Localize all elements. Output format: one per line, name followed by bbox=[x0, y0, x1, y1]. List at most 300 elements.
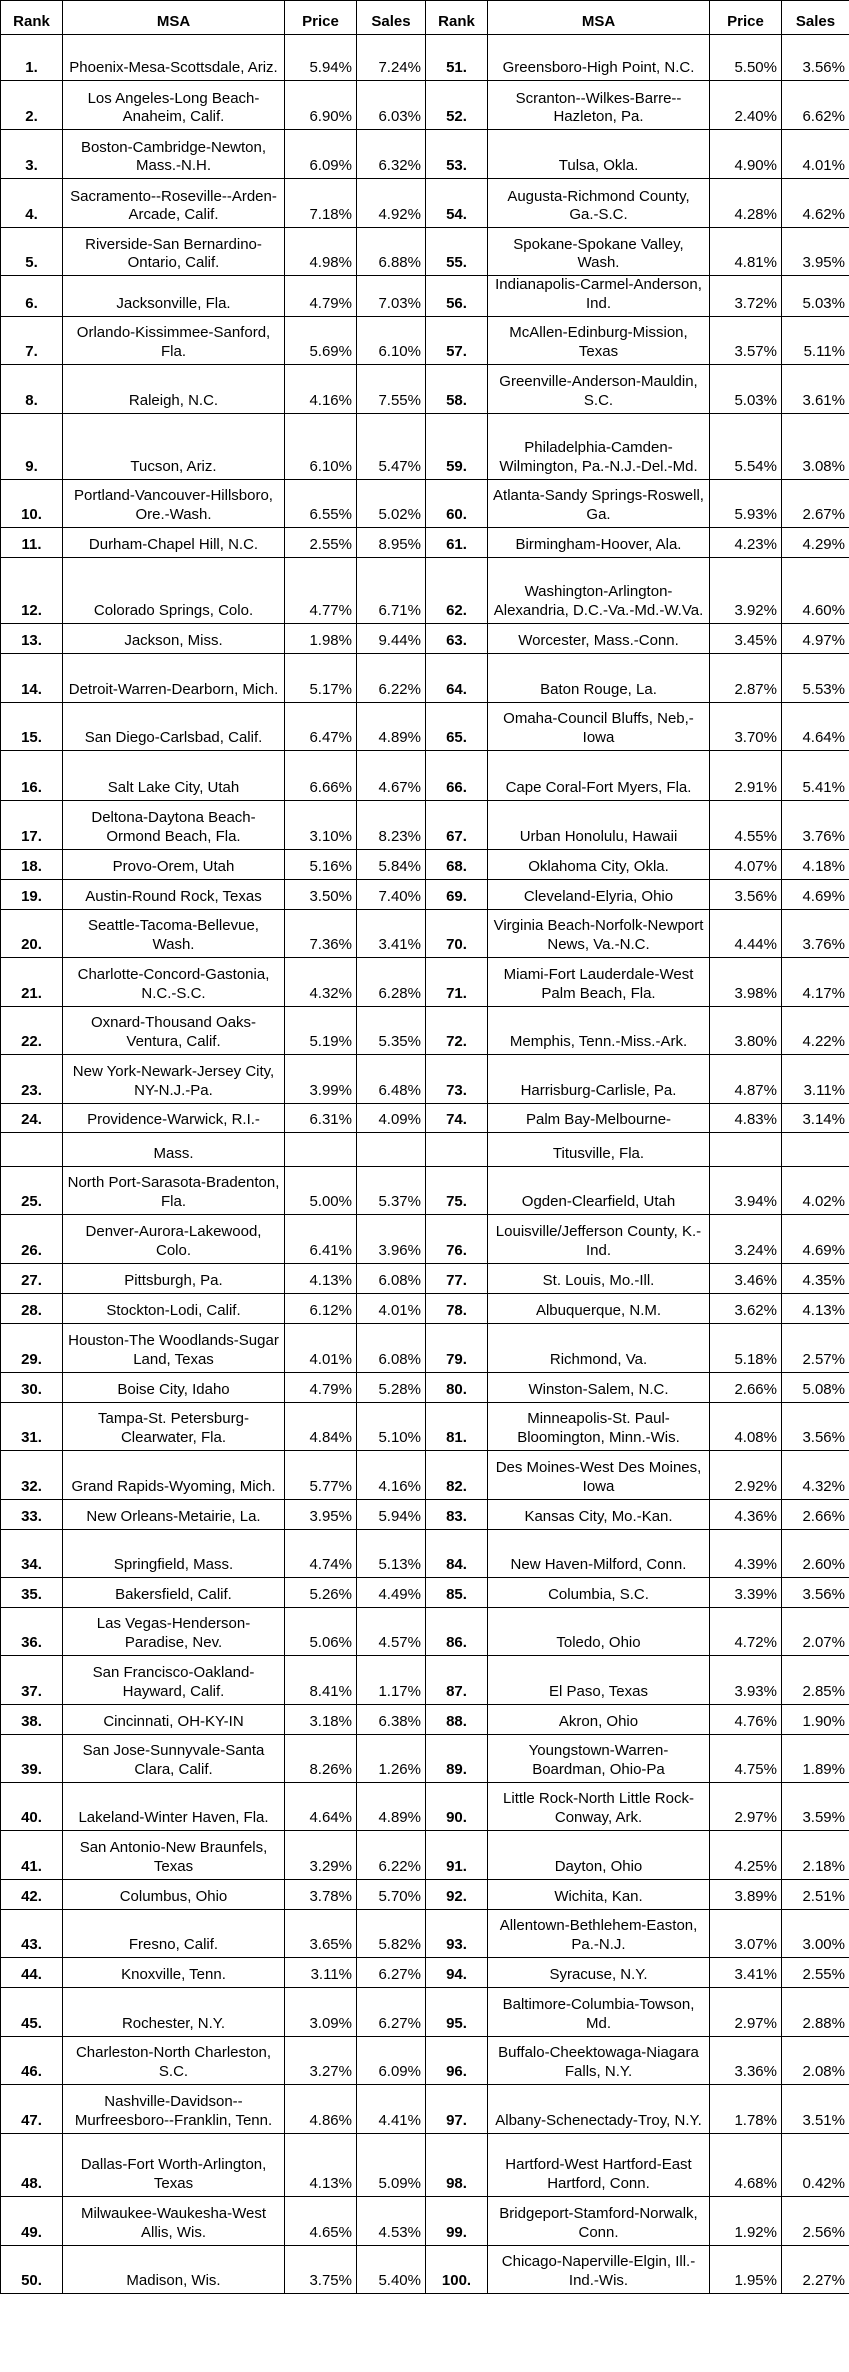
price-cell: 6.41% bbox=[285, 1214, 357, 1263]
table-row bbox=[1, 527, 849, 557]
msa-cell: Denver-Aurora-Lakewood, Colo. bbox=[63, 1214, 285, 1263]
sales-cell: 4.41% bbox=[357, 2084, 426, 2133]
price-cell: 3.56% bbox=[710, 879, 782, 909]
msa-cell: North Port-Sarasota-Bradenton, Fla. bbox=[63, 1166, 285, 1214]
rank-cell: 17. bbox=[1, 800, 63, 849]
sales-cell: 3.56% bbox=[782, 1402, 849, 1450]
msa-cell: Dallas-Fort Worth-Arlington, Texas bbox=[63, 2133, 285, 2196]
table-row bbox=[1, 1734, 849, 1782]
sales-cell: 8.23% bbox=[357, 800, 426, 849]
price-cell: 6.55% bbox=[285, 479, 357, 527]
rank-cell: 30. bbox=[1, 1372, 63, 1402]
msa-cell: Chicago-Naperville-Elgin, Ill.-Ind.-Wis. bbox=[488, 2245, 710, 2293]
msa-cell: Mass. bbox=[63, 1132, 285, 1166]
sales-header: Sales bbox=[357, 1, 426, 35]
price-cell: 4.79% bbox=[285, 276, 357, 317]
price-cell: 3.78% bbox=[285, 1879, 357, 1909]
sales-cell: 4.35% bbox=[782, 1263, 849, 1293]
price-cell: 3.99% bbox=[285, 1054, 357, 1103]
sales-cell: 4.18% bbox=[782, 849, 849, 879]
msa-cell: Omaha-Council Bluffs, Neb,-Iowa bbox=[488, 702, 710, 750]
price-cell: 4.87% bbox=[710, 1054, 782, 1103]
price-header: Price bbox=[710, 1, 782, 35]
sales-cell: 4.89% bbox=[357, 702, 426, 750]
msa-cell: Houston-The Woodlands-Sugar Land, Texas bbox=[63, 1323, 285, 1372]
rank-cell: 77. bbox=[426, 1263, 488, 1293]
table-row bbox=[1, 1704, 849, 1734]
msa-cell: Scranton--Wilkes-Barre--Hazleton, Pa. bbox=[488, 81, 710, 130]
sales-cell: 5.10% bbox=[357, 1402, 426, 1450]
sales-cell: 6.27% bbox=[357, 1987, 426, 2036]
rank-cell: 61. bbox=[426, 527, 488, 557]
msa-cell: Greensboro-High Point, N.C. bbox=[488, 35, 710, 81]
msa-cell: Little Rock-North Little Rock-Conway, Ark. bbox=[488, 1782, 710, 1830]
rank-cell: 75. bbox=[426, 1166, 488, 1214]
rank-header: Rank bbox=[426, 1, 488, 35]
price-cell: 4.55% bbox=[710, 800, 782, 849]
msa-cell: Portland-Vancouver-Hillsboro, Ore.-Wash. bbox=[63, 479, 285, 527]
sales-cell: 1.26% bbox=[357, 1734, 426, 1782]
sales-cell: 4.13% bbox=[782, 1293, 849, 1323]
msa-cell: Boise City, Idaho bbox=[63, 1372, 285, 1402]
rank-cell: 18. bbox=[1, 849, 63, 879]
msa-cell: Baton Rouge, La. bbox=[488, 653, 710, 702]
rank-cell: 10. bbox=[1, 479, 63, 527]
table-row bbox=[1, 800, 849, 849]
table-row bbox=[1, 1577, 849, 1607]
sales-cell: 3.61% bbox=[782, 364, 849, 413]
msa-cell: Stockton-Lodi, Calif. bbox=[63, 1293, 285, 1323]
rank-cell: 39. bbox=[1, 1734, 63, 1782]
msa-cell: Toledo, Ohio bbox=[488, 1607, 710, 1655]
table-row bbox=[1, 1450, 849, 1499]
price-cell: 5.94% bbox=[285, 35, 357, 81]
sales-cell: 3.11% bbox=[782, 1054, 849, 1103]
price-cell: 3.36% bbox=[710, 2036, 782, 2084]
price-cell: 4.23% bbox=[710, 527, 782, 557]
rank-cell: 52. bbox=[426, 81, 488, 130]
sales-cell: 4.22% bbox=[782, 1006, 849, 1054]
rank-cell: 49. bbox=[1, 2196, 63, 2245]
price-cell: 3.95% bbox=[285, 1499, 357, 1529]
price-cell bbox=[710, 1132, 782, 1166]
sales-cell: 2.55% bbox=[782, 1957, 849, 1987]
price-cell: 5.03% bbox=[710, 364, 782, 413]
sales-cell: 5.53% bbox=[782, 653, 849, 702]
price-cell: 4.79% bbox=[285, 1372, 357, 1402]
msa-cell: Akron, Ohio bbox=[488, 1704, 710, 1734]
rank-cell: 99. bbox=[426, 2196, 488, 2245]
table-row bbox=[1, 316, 849, 364]
price-cell: 2.97% bbox=[710, 1987, 782, 2036]
table-row bbox=[1, 1293, 849, 1323]
rank-cell: 5. bbox=[1, 228, 63, 276]
price-cell: 4.90% bbox=[710, 130, 782, 179]
rank-cell: 86. bbox=[426, 1607, 488, 1655]
price-cell: 5.54% bbox=[710, 413, 782, 479]
rank-cell: 62. bbox=[426, 557, 488, 623]
sales-cell: 3.14% bbox=[782, 1103, 849, 1132]
sales-cell: 6.22% bbox=[357, 653, 426, 702]
rank-cell: 81. bbox=[426, 1402, 488, 1450]
price-cell: 4.39% bbox=[710, 1529, 782, 1577]
price-cell: 6.12% bbox=[285, 1293, 357, 1323]
sales-cell: 6.88% bbox=[357, 228, 426, 276]
table-row bbox=[1, 1054, 849, 1103]
rank-cell: 22. bbox=[1, 1006, 63, 1054]
msa-cell: Deltona-Daytona Beach-Ormond Beach, Fla. bbox=[63, 800, 285, 849]
rank-cell: 93. bbox=[426, 1909, 488, 1957]
msa-cell: New York-Newark-Jersey City, NY-N.J.-Pa. bbox=[63, 1054, 285, 1103]
msa-cell: Rochester, N.Y. bbox=[63, 1987, 285, 2036]
price-cell: 5.69% bbox=[285, 316, 357, 364]
sales-cell: 5.02% bbox=[357, 479, 426, 527]
msa-cell: Philadelphia-Camden-Wilmington, Pa.-N.J.-Del.-Md. bbox=[488, 413, 710, 479]
sales-cell: 4.16% bbox=[357, 1450, 426, 1499]
table-row bbox=[1, 1372, 849, 1402]
sales-cell: 7.55% bbox=[357, 364, 426, 413]
sales-cell: 5.08% bbox=[782, 1372, 849, 1402]
msa-cell: Louisville/Jefferson County, K.-Ind. bbox=[488, 1214, 710, 1263]
table-row bbox=[1, 879, 849, 909]
rank-cell: 23. bbox=[1, 1054, 63, 1103]
table-row bbox=[1, 1987, 849, 2036]
price-cell: 8.26% bbox=[285, 1734, 357, 1782]
rank-cell: 40. bbox=[1, 1782, 63, 1830]
msa-cell: Urban Honolulu, Hawaii bbox=[488, 800, 710, 849]
msa-cell: Augusta-Richmond County, Ga.-S.C. bbox=[488, 179, 710, 228]
msa-cell: Phoenix-Mesa-Scottsdale, Ariz. bbox=[63, 35, 285, 81]
sales-cell: 7.03% bbox=[357, 276, 426, 317]
sales-cell: 4.49% bbox=[357, 1577, 426, 1607]
price-cell: 4.28% bbox=[710, 179, 782, 228]
sales-cell bbox=[357, 1132, 426, 1166]
rank-cell: 54. bbox=[426, 179, 488, 228]
msa-cell: Memphis, Tenn.-Miss.-Ark. bbox=[488, 1006, 710, 1054]
msa-cell: Pittsburgh, Pa. bbox=[63, 1263, 285, 1293]
price-cell: 3.10% bbox=[285, 800, 357, 849]
price-cell: 3.29% bbox=[285, 1830, 357, 1879]
msa-cell: Cape Coral-Fort Myers, Fla. bbox=[488, 750, 710, 800]
rank-cell: 92. bbox=[426, 1879, 488, 1909]
rank-cell: 53. bbox=[426, 130, 488, 179]
msa-cell: Columbus, Ohio bbox=[63, 1879, 285, 1909]
rank-cell: 27. bbox=[1, 1263, 63, 1293]
sales-cell: 2.51% bbox=[782, 1879, 849, 1909]
rank-cell: 24. bbox=[1, 1103, 63, 1132]
price-cell: 4.25% bbox=[710, 1830, 782, 1879]
sales-cell: 5.03% bbox=[782, 276, 849, 317]
sales-cell: 5.09% bbox=[357, 2133, 426, 2196]
price-cell: 4.83% bbox=[710, 1103, 782, 1132]
msa-cell: Tulsa, Okla. bbox=[488, 130, 710, 179]
price-cell: 3.92% bbox=[710, 557, 782, 623]
price-cell: 4.75% bbox=[710, 1734, 782, 1782]
sales-cell: 4.64% bbox=[782, 702, 849, 750]
sales-cell: 2.56% bbox=[782, 2196, 849, 2245]
price-cell: 4.74% bbox=[285, 1529, 357, 1577]
msa-cell: Hartford-West Hartford-East Hartford, Conn. bbox=[488, 2133, 710, 2196]
table-row bbox=[1, 35, 849, 81]
msa-cell: Worcester, Mass.-Conn. bbox=[488, 623, 710, 653]
price-cell: 4.77% bbox=[285, 557, 357, 623]
sales-cell: 5.40% bbox=[357, 2245, 426, 2293]
msa-cell: Richmond, Va. bbox=[488, 1323, 710, 1372]
rank-cell: 34. bbox=[1, 1529, 63, 1577]
msa-cell: Cleveland-Elyria, Ohio bbox=[488, 879, 710, 909]
rank-cell: 68. bbox=[426, 849, 488, 879]
rank-cell: 42. bbox=[1, 1879, 63, 1909]
msa-cell: Detroit-Warren-Dearborn, Mich. bbox=[63, 653, 285, 702]
price-cell: 6.90% bbox=[285, 81, 357, 130]
price-cell: 3.98% bbox=[710, 957, 782, 1006]
price-cell: 1.78% bbox=[710, 2084, 782, 2133]
rank-cell: 69. bbox=[426, 879, 488, 909]
rank-cell: 60. bbox=[426, 479, 488, 527]
price-cell: 3.80% bbox=[710, 1006, 782, 1054]
price-cell: 4.08% bbox=[710, 1402, 782, 1450]
sales-cell: 6.22% bbox=[357, 1830, 426, 1879]
price-cell: 3.89% bbox=[710, 1879, 782, 1909]
msa-cell: McAllen-Edinburg-Mission, Texas bbox=[488, 316, 710, 364]
sales-cell: 7.24% bbox=[357, 35, 426, 81]
sales-cell: 6.03% bbox=[357, 81, 426, 130]
sales-cell: 3.96% bbox=[357, 1214, 426, 1263]
table-row bbox=[1, 1263, 849, 1293]
price-cell: 6.09% bbox=[285, 130, 357, 179]
sales-cell: 6.27% bbox=[357, 1957, 426, 1987]
price-cell: 5.16% bbox=[285, 849, 357, 879]
rank-cell: 15. bbox=[1, 702, 63, 750]
sales-cell: 4.89% bbox=[357, 1782, 426, 1830]
sales-cell: 4.60% bbox=[782, 557, 849, 623]
rank-cell: 57. bbox=[426, 316, 488, 364]
sales-cell: 5.13% bbox=[357, 1529, 426, 1577]
sales-cell: 3.51% bbox=[782, 2084, 849, 2133]
msa-cell: Youngstown-Warren-Boardman, Ohio-Pa bbox=[488, 1734, 710, 1782]
sales-cell: 2.18% bbox=[782, 1830, 849, 1879]
price-cell: 4.86% bbox=[285, 2084, 357, 2133]
sales-cell: 1.17% bbox=[357, 1655, 426, 1704]
rank-cell: 65. bbox=[426, 702, 488, 750]
price-header: Price bbox=[285, 1, 357, 35]
table-row bbox=[1, 2036, 849, 2084]
sales-cell: 5.35% bbox=[357, 1006, 426, 1054]
msa-cell: Fresno, Calif. bbox=[63, 1909, 285, 1957]
rank-cell: 87. bbox=[426, 1655, 488, 1704]
table-row bbox=[1, 479, 849, 527]
msa-cell: Charleston-North Charleston, S.C. bbox=[63, 2036, 285, 2084]
price-cell: 3.07% bbox=[710, 1909, 782, 1957]
msa-cell: San Antonio-New Braunfels, Texas bbox=[63, 1830, 285, 1879]
sales-cell: 2.27% bbox=[782, 2245, 849, 2293]
msa-cell: Raleigh, N.C. bbox=[63, 364, 285, 413]
price-cell: 4.01% bbox=[285, 1323, 357, 1372]
table-row bbox=[1, 2245, 849, 2293]
rank-cell: 82. bbox=[426, 1450, 488, 1499]
sales-cell: 6.10% bbox=[357, 316, 426, 364]
sales-cell: 1.90% bbox=[782, 1704, 849, 1734]
table-row bbox=[1, 1909, 849, 1957]
table-body bbox=[1, 35, 849, 2294]
table-row bbox=[1, 623, 849, 653]
table-row bbox=[1, 1782, 849, 1830]
rank-cell: 38. bbox=[1, 1704, 63, 1734]
msa-cell: Durham-Chapel Hill, N.C. bbox=[63, 527, 285, 557]
sales-cell bbox=[782, 1132, 849, 1166]
table-row bbox=[1, 179, 849, 228]
table-row bbox=[1, 1323, 849, 1372]
rank-cell: 46. bbox=[1, 2036, 63, 2084]
sales-cell: 2.66% bbox=[782, 1499, 849, 1529]
table-row bbox=[1, 413, 849, 479]
table-row bbox=[1, 1132, 849, 1166]
rank-cell: 13. bbox=[1, 623, 63, 653]
rank-cell: 79. bbox=[426, 1323, 488, 1372]
rank-cell: 29. bbox=[1, 1323, 63, 1372]
rank-cell: 16. bbox=[1, 750, 63, 800]
sales-cell: 4.69% bbox=[782, 1214, 849, 1263]
msa-cell: Lakeland-Winter Haven, Fla. bbox=[63, 1782, 285, 1830]
sales-cell: 9.44% bbox=[357, 623, 426, 653]
table-row bbox=[1, 750, 849, 800]
table-row bbox=[1, 228, 849, 276]
price-cell: 4.13% bbox=[285, 2133, 357, 2196]
msa-cell: Milwaukee-Waukesha-West Allis, Wis. bbox=[63, 2196, 285, 2245]
msa-cell: Syracuse, N.Y. bbox=[488, 1957, 710, 1987]
rank-cell: 31. bbox=[1, 1402, 63, 1450]
msa-cell: Columbia, S.C. bbox=[488, 1577, 710, 1607]
sales-cell: 4.97% bbox=[782, 623, 849, 653]
price-cell: 4.64% bbox=[285, 1782, 357, 1830]
msa-cell: Albuquerque, N.M. bbox=[488, 1293, 710, 1323]
rank-cell: 8. bbox=[1, 364, 63, 413]
rank-cell: 55. bbox=[426, 228, 488, 276]
sales-cell: 6.08% bbox=[357, 1323, 426, 1372]
price-cell: 1.98% bbox=[285, 623, 357, 653]
msa-cell: Palm Bay-Melbourne- bbox=[488, 1103, 710, 1132]
msa-cell: El Paso, Texas bbox=[488, 1655, 710, 1704]
rank-cell: 95. bbox=[426, 1987, 488, 2036]
table-row bbox=[1, 1830, 849, 1879]
price-cell: 5.06% bbox=[285, 1607, 357, 1655]
sales-cell: 2.07% bbox=[782, 1607, 849, 1655]
sales-cell: 3.76% bbox=[782, 909, 849, 957]
rank-cell: 44. bbox=[1, 1957, 63, 1987]
table-row bbox=[1, 2084, 849, 2133]
msa-cell: Madison, Wis. bbox=[63, 2245, 285, 2293]
price-cell: 4.68% bbox=[710, 2133, 782, 2196]
price-cell: 7.18% bbox=[285, 179, 357, 228]
msa-cell: Atlanta-Sandy Springs-Roswell, Ga. bbox=[488, 479, 710, 527]
price-cell: 4.76% bbox=[710, 1704, 782, 1734]
price-cell: 2.92% bbox=[710, 1450, 782, 1499]
sales-header: Sales bbox=[782, 1, 849, 35]
sales-cell: 4.69% bbox=[782, 879, 849, 909]
sales-cell: 5.94% bbox=[357, 1499, 426, 1529]
table-row bbox=[1, 653, 849, 702]
price-cell: 3.62% bbox=[710, 1293, 782, 1323]
table-row bbox=[1, 276, 849, 317]
rank-cell: 58. bbox=[426, 364, 488, 413]
rank-cell: 36. bbox=[1, 1607, 63, 1655]
price-cell: 3.09% bbox=[285, 1987, 357, 2036]
rank-cell: 11. bbox=[1, 527, 63, 557]
rank-cell: 26. bbox=[1, 1214, 63, 1263]
sales-cell: 4.32% bbox=[782, 1450, 849, 1499]
rank-cell: 12. bbox=[1, 557, 63, 623]
msa-cell: Kansas City, Mo.-Kan. bbox=[488, 1499, 710, 1529]
price-cell: 4.65% bbox=[285, 2196, 357, 2245]
msa-cell: Nashville-Davidson--Murfreesboro--Franklin, Tenn. bbox=[63, 2084, 285, 2133]
price-cell: 3.70% bbox=[710, 702, 782, 750]
price-cell: 4.36% bbox=[710, 1499, 782, 1529]
price-cell: 8.41% bbox=[285, 1655, 357, 1704]
msa-cell: Oxnard-Thousand Oaks-Ventura, Calif. bbox=[63, 1006, 285, 1054]
msa-cell: Minneapolis-St. Paul-Bloomington, Minn.-Wis. bbox=[488, 1402, 710, 1450]
price-cell: 3.24% bbox=[710, 1214, 782, 1263]
sales-cell: 4.67% bbox=[357, 750, 426, 800]
price-cell: 3.18% bbox=[285, 1704, 357, 1734]
sales-cell: 5.70% bbox=[357, 1879, 426, 1909]
rank-cell: 6. bbox=[1, 276, 63, 317]
price-cell: 4.32% bbox=[285, 957, 357, 1006]
sales-cell: 6.32% bbox=[357, 130, 426, 179]
price-cell: 4.72% bbox=[710, 1607, 782, 1655]
price-cell: 2.55% bbox=[285, 527, 357, 557]
rank-cell: 91. bbox=[426, 1830, 488, 1879]
rank-cell: 84. bbox=[426, 1529, 488, 1577]
sales-cell: 3.08% bbox=[782, 413, 849, 479]
msa-cell: San Francisco-Oakland-Hayward, Calif. bbox=[63, 1655, 285, 1704]
msa-cell: Spokane-Spokane Valley, Wash. bbox=[488, 228, 710, 276]
table-row bbox=[1, 1957, 849, 1987]
rank-cell: 78. bbox=[426, 1293, 488, 1323]
rank-cell: 19. bbox=[1, 879, 63, 909]
table-row bbox=[1, 1166, 849, 1214]
table-row bbox=[1, 1006, 849, 1054]
sales-cell: 4.57% bbox=[357, 1607, 426, 1655]
msa-cell: Austin-Round Rock, Texas bbox=[63, 879, 285, 909]
sales-cell: 6.62% bbox=[782, 81, 849, 130]
msa-cell: Seattle-Tacoma-Bellevue, Wash. bbox=[63, 909, 285, 957]
rank-cell: 50. bbox=[1, 2245, 63, 2293]
rank-cell: 37. bbox=[1, 1655, 63, 1704]
price-cell: 3.45% bbox=[710, 623, 782, 653]
rank-cell: 72. bbox=[426, 1006, 488, 1054]
sales-cell: 5.82% bbox=[357, 1909, 426, 1957]
price-cell: 2.87% bbox=[710, 653, 782, 702]
sales-cell: 5.37% bbox=[357, 1166, 426, 1214]
sales-cell: 3.56% bbox=[782, 35, 849, 81]
rank-cell: 90. bbox=[426, 1782, 488, 1830]
sales-cell: 2.85% bbox=[782, 1655, 849, 1704]
table-row bbox=[1, 2133, 849, 2196]
price-cell: 4.16% bbox=[285, 364, 357, 413]
msa-cell: Ogden-Clearfield, Utah bbox=[488, 1166, 710, 1214]
rank-cell: 43. bbox=[1, 1909, 63, 1957]
price-cell: 6.31% bbox=[285, 1103, 357, 1132]
rank-cell: 3. bbox=[1, 130, 63, 179]
rank-cell: 71. bbox=[426, 957, 488, 1006]
rank-cell: 98. bbox=[426, 2133, 488, 2196]
price-cell: 3.11% bbox=[285, 1957, 357, 1987]
price-cell: 3.94% bbox=[710, 1166, 782, 1214]
msa-cell: San Diego-Carlsbad, Calif. bbox=[63, 702, 285, 750]
price-cell: 5.50% bbox=[710, 35, 782, 81]
sales-cell: 6.09% bbox=[357, 2036, 426, 2084]
rank-cell: 80. bbox=[426, 1372, 488, 1402]
